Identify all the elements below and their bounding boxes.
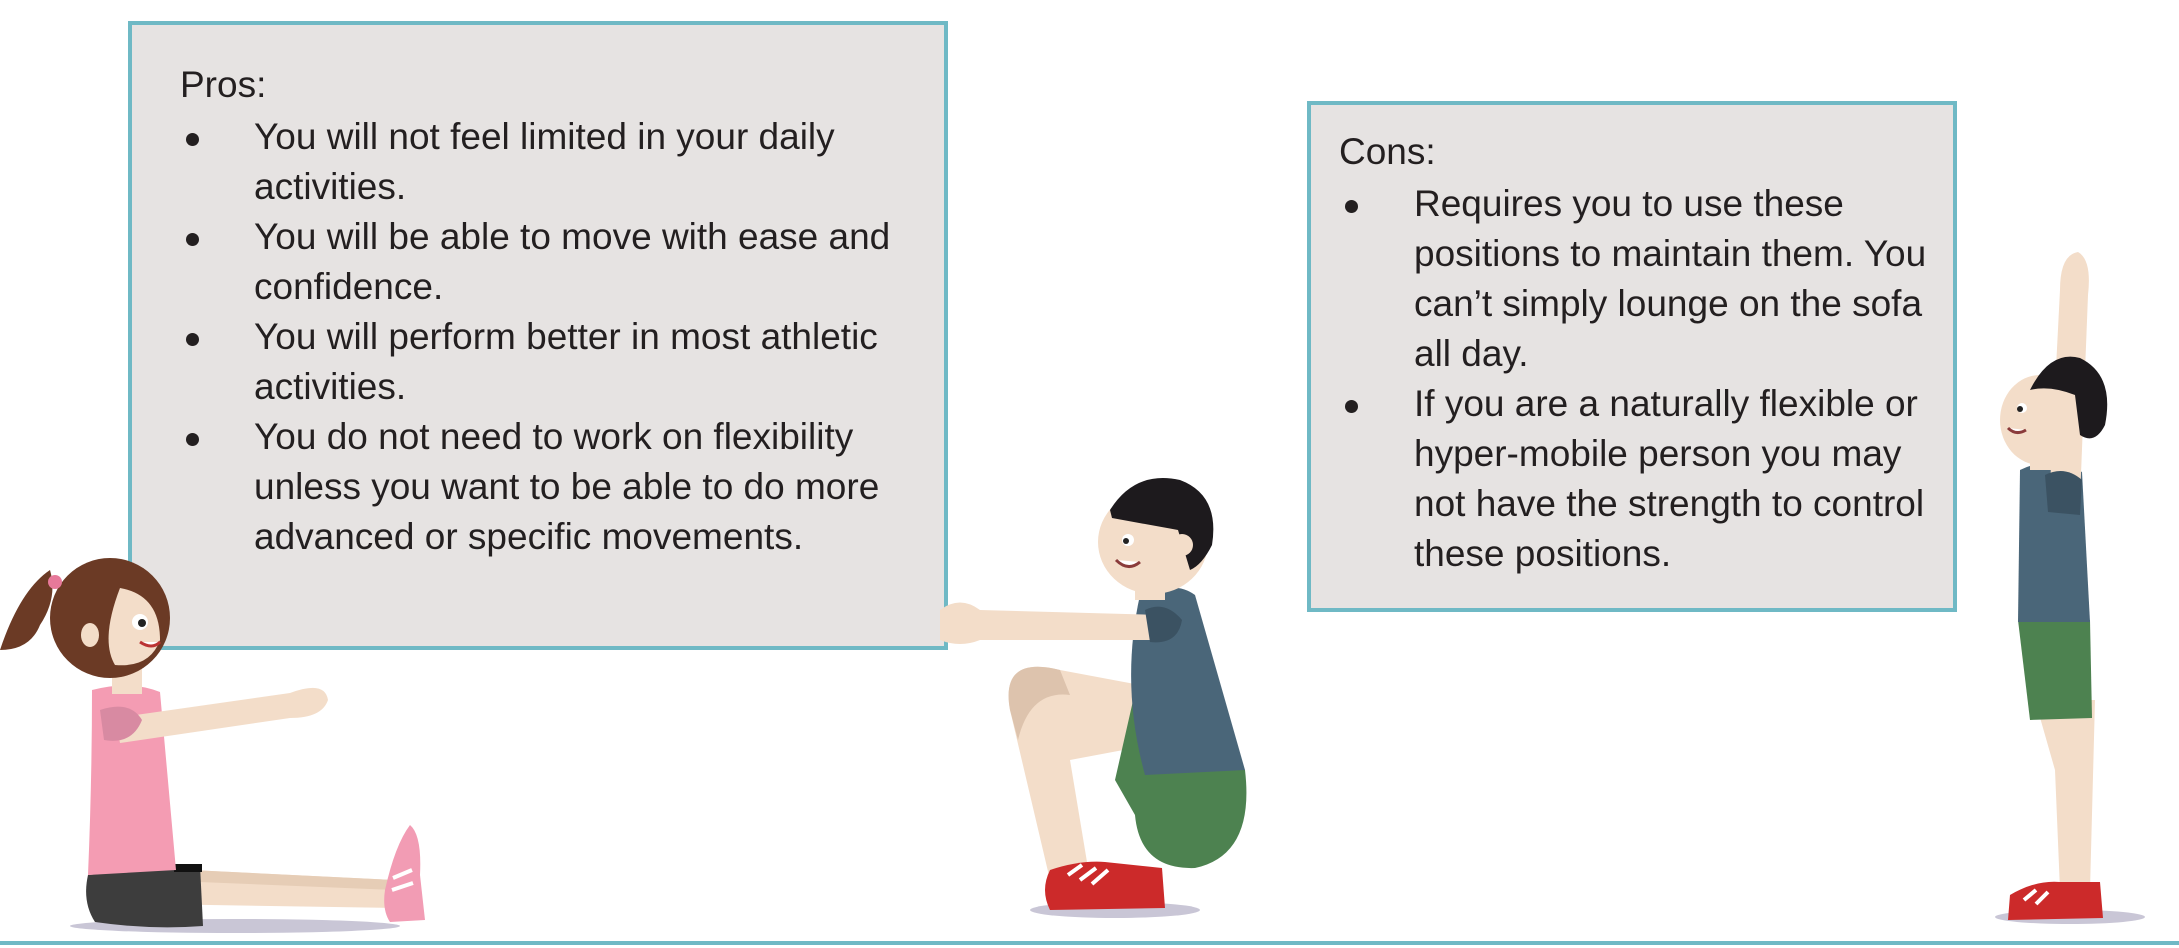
pros-list-item [180, 212, 894, 312]
pros-item-text: You do not need to work on flexibility unless you want to be able to do more advanced or specific movements. [254, 416, 880, 557]
pros-heading: Pros: [180, 64, 267, 105]
ground-line [0, 941, 2179, 945]
pros-item-text: You will not feel limited in your daily activities. [254, 116, 835, 207]
bullet-icon [186, 133, 199, 146]
cons-item-text: If you are a naturally flexible or hyper-mobile person you may not have the strength to control these positions. [1414, 383, 1925, 574]
cons-list [1339, 179, 1953, 579]
pros-list-item [180, 412, 894, 562]
squatting-boy-illustration [940, 470, 1270, 920]
cons-heading: Cons: [1339, 131, 1436, 172]
bullet-icon [186, 333, 199, 346]
cons-box [1307, 101, 1957, 612]
standing-boy-illustration [1990, 250, 2160, 930]
pros-item-text: You will be able to move with ease and confidence. [254, 216, 891, 307]
pros-item-text: You will perform better in most athletic activities. [254, 316, 878, 407]
cons-item-text: Requires you to use these positions to maintain them. You can’t simply lounge on the sofa all day. [1414, 183, 1927, 374]
cons-list-item [1339, 379, 1954, 579]
sitting-girl-illustration [0, 550, 440, 945]
cons-list-item [1339, 179, 1954, 379]
pros-list-item [180, 312, 894, 412]
bullet-icon [1345, 400, 1358, 413]
bullet-icon [186, 433, 199, 446]
pros-list [180, 112, 944, 562]
pros-list-item [180, 112, 894, 212]
bullet-icon [1345, 200, 1358, 213]
bullet-icon [186, 233, 199, 246]
